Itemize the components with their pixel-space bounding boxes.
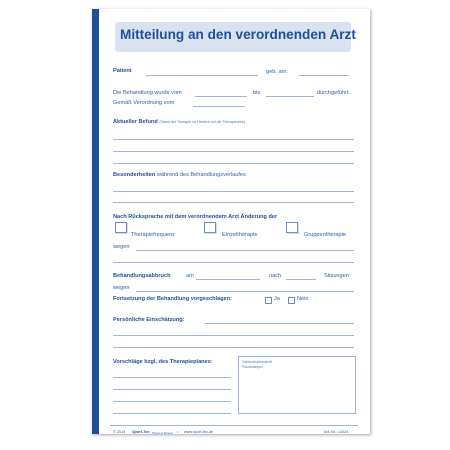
checkbox-nein[interactable] <box>288 297 295 304</box>
vorschlaege-line[interactable] <box>113 401 231 402</box>
abbruch-date-field[interactable] <box>196 279 260 280</box>
besonderheiten-line[interactable] <box>113 202 354 203</box>
befund-line[interactable] <box>113 151 354 152</box>
einschaetzung-line[interactable] <box>113 335 354 336</box>
geb-label: geb. am: <box>266 69 288 75</box>
besonderheiten-label: Besonderheiten <box>113 172 156 178</box>
sitzungen-count-field[interactable] <box>286 279 316 280</box>
option-einzeltherapie: Einzeltherapie <box>222 232 258 238</box>
footer-brand: Sport-Tec <box>132 430 150 434</box>
vorschlaege-line[interactable] <box>113 389 231 390</box>
nach-label: nach <box>269 273 282 279</box>
prescription-date-field[interactable] <box>193 106 245 107</box>
nein-label: Nein <box>297 296 309 302</box>
fortsetzung-label: Fortsetzung der Behandlung vorgeschlagen: <box>113 296 233 302</box>
wegen-label-2: wegen <box>113 285 130 291</box>
signature-stamp-box[interactable] <box>238 356 356 414</box>
vorschlaege-line[interactable] <box>113 413 231 414</box>
form-title: Mitteilung an den verordnenden Arzt <box>120 27 356 42</box>
footer-url[interactable]: www.sport-tec.de <box>184 430 214 434</box>
option-gruppentherapie: Gruppentherapie <box>304 232 346 238</box>
stamp-label-signature: Gebäudeunterschrift <box>242 360 272 364</box>
vorschlaege-line[interactable] <box>113 377 231 378</box>
sheet-spine <box>92 9 99 434</box>
vorschlaege-label: Vorschläge bzgl. des Therapieplanes: <box>113 359 213 365</box>
checkbox-ja[interactable] <box>265 297 272 304</box>
besonderheiten-row <box>113 172 246 178</box>
abbruch-wegen-field[interactable] <box>136 291 354 292</box>
einschaetzung-label: Persönliche Einschätzung: <box>113 317 185 323</box>
wegen-field[interactable] <box>136 250 354 251</box>
ruecksprache-label: Nach Rücksprache mit dem verordnendem Arzt Änderung der <box>113 214 278 220</box>
birthdate-field[interactable] <box>299 75 349 76</box>
treatment-to-field[interactable] <box>266 96 314 97</box>
footer-copyright: © 2014 <box>113 430 126 434</box>
befund-line[interactable] <box>113 163 354 164</box>
befund-label <box>113 119 245 125</box>
footer-divider <box>110 425 358 426</box>
wegen-label: wegen <box>113 244 130 250</box>
bis-label: bis <box>253 90 261 96</box>
besonderheiten-line[interactable] <box>113 191 354 192</box>
verordnung-text: Gemäß Verordnung vom <box>113 100 175 106</box>
besonderheiten-text: während des Behandlungsverlaufes <box>156 172 246 178</box>
patient-label: Patient <box>113 68 132 74</box>
wegen-line[interactable] <box>113 262 354 263</box>
footer-bullet: • <box>177 430 179 434</box>
befund-label-text: Aktueller Befund <box>113 119 158 125</box>
befund-line[interactable] <box>113 139 354 140</box>
am-label: am <box>186 273 194 279</box>
checkbox-gruppentherapie[interactable] <box>286 222 298 233</box>
abbruch-label: Behandlungsabbruch <box>113 273 171 279</box>
einschaetzung-line[interactable] <box>113 347 354 348</box>
patient-name-field[interactable] <box>146 75 258 76</box>
stamp-label-praxis: Praxisstempel <box>242 365 263 369</box>
behandlung-text: Die Behandlung wurde vom <box>113 90 182 96</box>
befund-note: (Stand der Therapie im Hinblick auf die Therapieziele) <box>159 120 246 124</box>
option-therapiefrequenz: Therapiefrequenz <box>131 232 175 238</box>
form-sheet <box>92 9 370 434</box>
sitzungen-label: Sitzungen <box>324 273 349 279</box>
checkbox-einzeltherapie[interactable] <box>204 222 216 233</box>
ja-label: Ja <box>274 296 280 302</box>
footer-art-nr: Art.-Nr.: 11024 <box>324 430 349 434</box>
durchgefuehrt-text: durchgeführt. <box>317 90 350 96</box>
treatment-from-field[interactable] <box>195 96 247 97</box>
footer-brand-sub: Physio & Fitness <box>152 431 173 435</box>
einschaetzung-field[interactable] <box>205 323 354 324</box>
checkbox-therapiefrequenz[interactable] <box>115 222 127 233</box>
